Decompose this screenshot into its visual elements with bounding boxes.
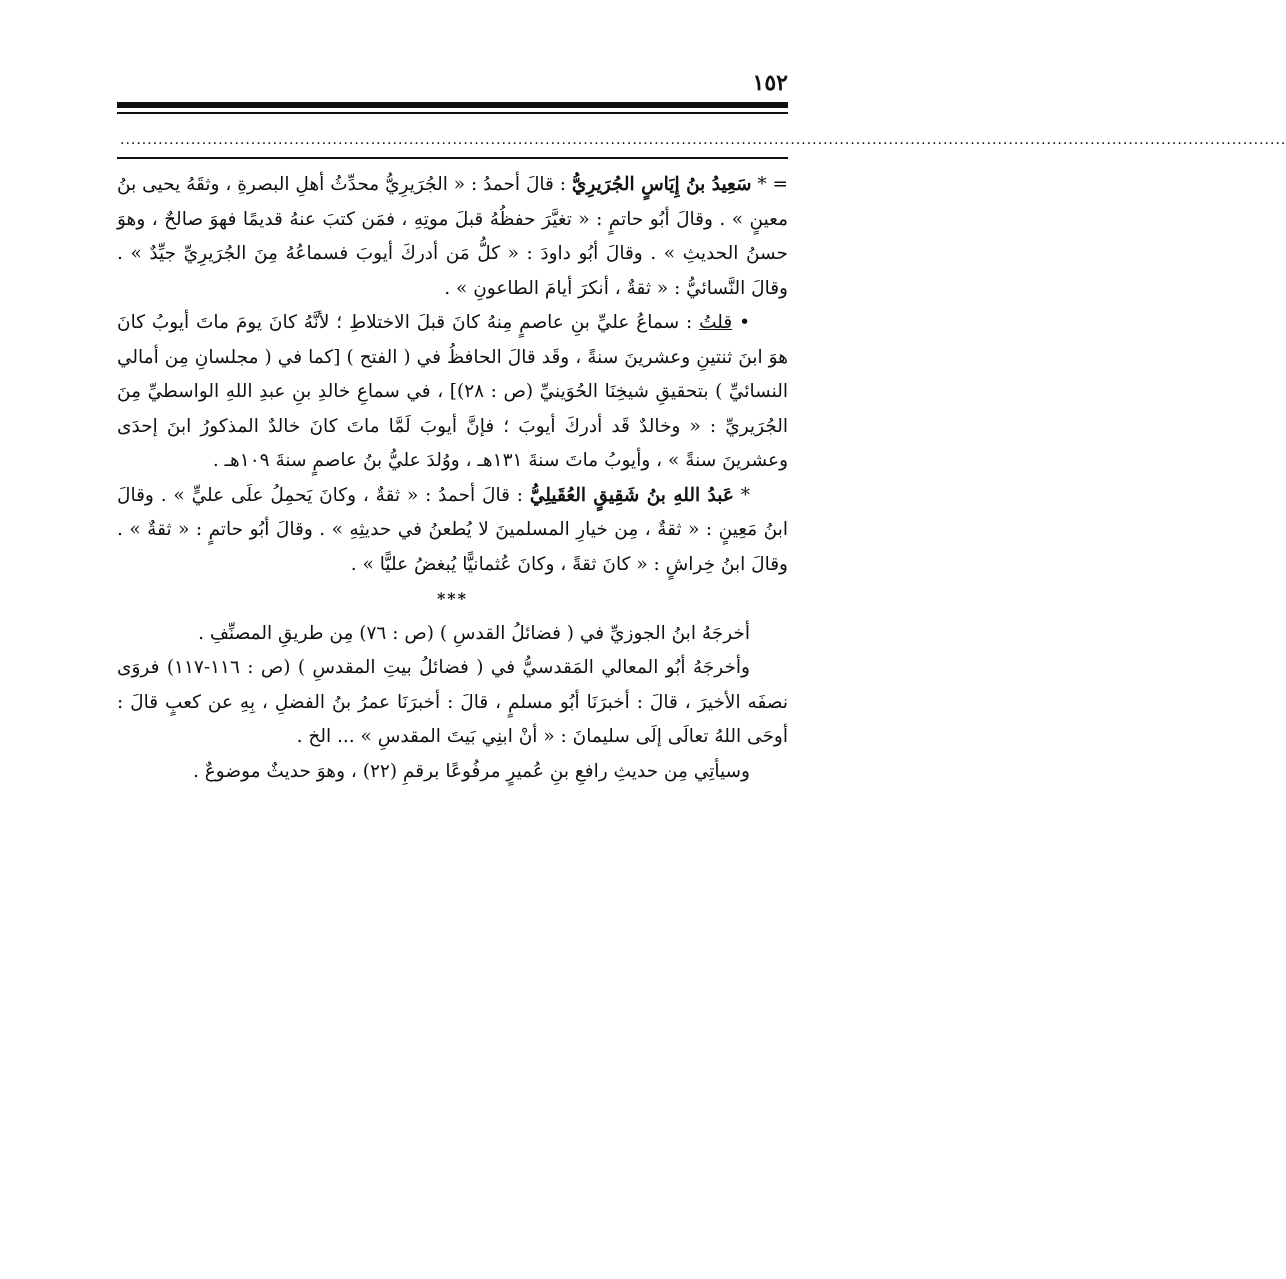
narrator-name: سَعِيدُ بنُ إِيَاسٍ الجُرَيرِيُّ bbox=[571, 174, 752, 195]
entry-said-al-jurayri bbox=[117, 168, 788, 306]
header-rule-thin bbox=[117, 112, 788, 114]
takhrij-line-1: أخرجَهُ ابنُ الجوزيِّ في ( فضائلُ القدسِ ) (ص : ٧٦) مِن طريقِ المصنِّفِ . bbox=[198, 622, 750, 644]
narrator-name: عَبدُ اللهِ بنُ شَقِيقٍ العُقَيلِيُّ bbox=[529, 484, 734, 506]
entry-abdullah-ibn-shaqiq bbox=[117, 479, 788, 583]
takhrij-line-2: وأخرجَهُ أبُو المعالي المَقدسيُّ في ( فضائلُ بيتِ المقدسِ ) (ص : ١١٦-١١٧) فروَى نصفَه الأخيرَ ، قالَ : أخبرَنَا أبُو مسلمٍ ، قالَ : أخبرَنَا عمرُ بنُ الفضلِ ، بِهِ عن كعبٍ قالَ : أوحَى اللهُ تعالَى إلَى سليمانَ : « أنْ ابنِي بَيتَ المقدسِ » ... الخ . bbox=[117, 657, 788, 747]
footnote-body bbox=[117, 168, 788, 789]
footnote-dotted-separator: ...................................................................................................................................................................................................................... bbox=[120, 132, 1286, 148]
header-rule-thick bbox=[117, 102, 788, 108]
note-label: قلتُ bbox=[699, 312, 733, 333]
footnote-rule bbox=[117, 157, 788, 159]
author-note bbox=[117, 306, 788, 479]
takhrij-line-3: وسيأتِي مِن حديثِ رافعِ بنِ عُميرٍ مرفُوعًا برقمِ (٢٢) ، وهوَ حديثٌ موضوعٌ . bbox=[193, 760, 750, 782]
entry-text: : قالَ أحمدُ : « ثقةٌ ، وكانَ يَحمِلُ علَى عليٍّ » . وقالَ ابنُ مَعِينٍ : « ثقةٌ ، مِن خيارِ المسلمينَ لا يُطعنُ في حديثِهِ » . وقالَ أبُو حاتمٍ : « ثقةٌ » . وقالَ ابنُ خِراشٍ : « كانَ ثقةً ، وكانَ عُثمانيًّا يُبغضُ عليًّا » . bbox=[117, 484, 788, 575]
entry-lead: * bbox=[733, 484, 750, 506]
note-bullet: • bbox=[732, 312, 750, 333]
note-text: : سماعُ عليِّ بنِ عاصمٍ مِنهُ كانَ قبلَ الاختلاطِ ؛ لأنَّهُ كانَ يومَ ماتَ أيوبُ كانَ هوَ ابنَ ثنتينِ وعشرينَ سنةً ، وقَد قالَ الحافظُ في ( الفتح ) [كما في ( مجلسانِ مِن أمالي النسائيِّ ) بتحقيقِ شيخِنَا الحُوَينيِّ (ص : ٢٨)] ، في سماعِ خالدِ بنِ عبدِ اللهِ الواسطيِّ مِنَ الجُرَيريِّ : « وخالدٌ قَد أدركَ أيوبَ ؛ فإنَّ أيوبَ لَمَّا ماتَ كانَ خالدٌ المذكورُ ابنَ إحدَى وعشرينَ سنةً » ، وأيوبُ ماتَ سنةَ ١٣١هـ ، ووُلدَ عليُّ بنُ عاصمٍ سنةَ ١٠٩هـ . bbox=[117, 312, 788, 471]
entry-text: : قالَ أحمدُ : « الجُرَيرِيُّ محدِّثُ أهلِ البصرةِ ، وثقَهُ يحيى بنُ معينٍ » . وقالَ أبُو حاتمٍ : « تغيَّرَ حفظُهُ قبلَ موتِهِ ، فمَن كتبَ عنهُ قديمًا فهوَ صالحٌ ، وهوَ حسنُ الحديثِ » . وقالَ أبُو داودَ : « كلُّ مَن أدركَ أيوبَ فسماعُهُ مِنَ الجُرَيرِيِّ جيِّدٌ » . وقالَ النَّسائيُّ : « ثقةٌ ، أنكرَ أيامَ الطاعونِ » . bbox=[117, 174, 788, 299]
entry-lead: = * bbox=[751, 174, 789, 195]
section-stars: *** bbox=[436, 589, 469, 608]
page-number: ١٥٢ bbox=[752, 70, 788, 96]
